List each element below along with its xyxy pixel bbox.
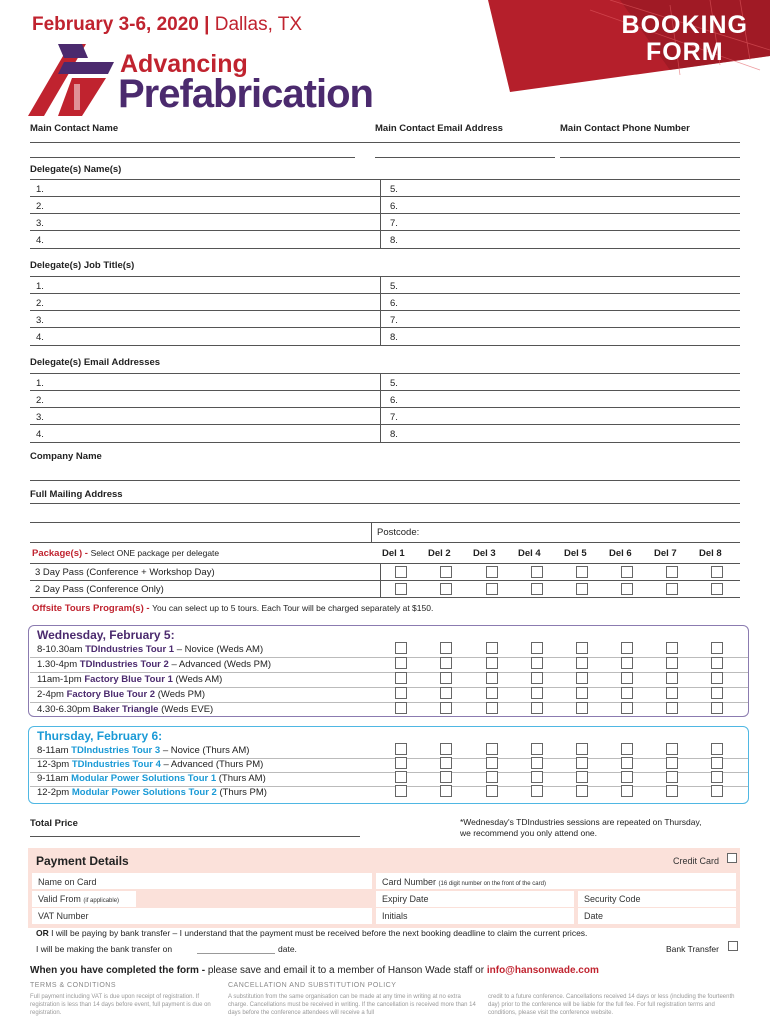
- wed-tour-3-del-5-checkbox[interactable]: [576, 672, 588, 684]
- thu-tour-4-del-4-checkbox[interactable]: [531, 785, 543, 797]
- packages-title: Package(s) -: [32, 548, 88, 559]
- tour-time: 2-4pm: [37, 689, 64, 700]
- postcode-field[interactable]: [30, 542, 740, 543]
- terms-body: Full payment including VAT is due upon receipt of registration. If registration is less than 14 days before event, full payment is due on registration.: [30, 994, 211, 1016]
- delegate-email-3[interactable]: 3.: [36, 412, 44, 423]
- wed-tour-5-del-5-checkbox[interactable]: [576, 702, 588, 714]
- thu-tour-1-del-1-checkbox[interactable]: [395, 743, 407, 755]
- bank-transfer-date-suffix: date.: [278, 944, 297, 954]
- packages-heading: [32, 548, 219, 559]
- wed-tour-2-del-6-checkbox[interactable]: [621, 657, 633, 669]
- company-name-field[interactable]: [30, 480, 740, 481]
- tour-detail: – Novice (Thurs AM): [162, 745, 250, 756]
- delegate-name-1[interactable]: 1.: [36, 184, 44, 195]
- del-2-header: Del 2: [428, 548, 451, 559]
- bank-transfer-date-prefix: I will be making the bank transfer on: [36, 944, 173, 954]
- thu-tour-2-del-2-checkbox[interactable]: [440, 757, 452, 769]
- valid-from-label: [38, 894, 119, 904]
- thu-tour-2-del-6-checkbox[interactable]: [621, 757, 633, 769]
- main-contact-email-field[interactable]: [375, 157, 555, 158]
- delegate-title-6[interactable]: 6.: [390, 298, 398, 309]
- delegate-name-2[interactable]: 2.: [36, 201, 44, 212]
- main-contact-name-label: Main Contact Name: [30, 123, 119, 134]
- package-2-day-del-7-checkbox[interactable]: [666, 583, 678, 595]
- total-note-line-1: *Wednesday's TDIndustries sessions are repeated on Thursday,: [460, 817, 702, 827]
- if-applicable-hint: (if applicable): [83, 898, 120, 904]
- logo-mark-icon: [28, 44, 114, 116]
- card-number-label: [382, 877, 546, 887]
- cancellation-body-continued: credit to a future conference. Cancellations received 14 days or less (including the fourteenth day) prior to the conference will be liable for the full fee. For full registration terms and conditions, please visit the conference website.: [488, 994, 735, 1016]
- completion-body: please save and email it to a member of Hanson Wade staff or: [207, 965, 485, 976]
- wed-tour-2-del-4-checkbox[interactable]: [531, 657, 543, 669]
- date-label: Date: [584, 911, 604, 921]
- wed-tour-5-del-8-checkbox[interactable]: [711, 702, 723, 714]
- wed-tour-1-del-4-checkbox[interactable]: [531, 642, 543, 654]
- main-contact-name-field[interactable]: [30, 157, 355, 158]
- wed-tour-4-del-1-checkbox[interactable]: [395, 687, 407, 699]
- rule: [30, 142, 740, 143]
- wed-tour-2-del-5-checkbox[interactable]: [576, 657, 588, 669]
- rule: [30, 196, 740, 197]
- delegate-title-3[interactable]: 3.: [36, 315, 44, 326]
- tour-name: Baker Triangle: [92, 704, 159, 715]
- booking-form-banner: [470, 0, 770, 92]
- tour-row: [37, 787, 267, 798]
- thu-tour-2-del-3-checkbox[interactable]: [486, 757, 498, 769]
- rule: [30, 442, 740, 443]
- delegate-title-7[interactable]: 7.: [390, 315, 398, 326]
- tour-row: [37, 644, 263, 655]
- tour-name: Modular Power Solutions Tour 2: [71, 787, 217, 798]
- tour-time: 8-10.30am: [37, 644, 83, 655]
- rule: [30, 597, 740, 598]
- bank-transfer-statement: [36, 928, 587, 938]
- delegate-name-3[interactable]: 3.: [36, 218, 44, 229]
- or-label: OR: [36, 928, 49, 938]
- tour-name: TDIndustries Tour 2: [79, 659, 169, 670]
- delegate-email-5[interactable]: 5.: [390, 378, 398, 389]
- package-3-day-del-3-checkbox[interactable]: [486, 566, 498, 578]
- del-6-header: Del 6: [609, 548, 632, 559]
- thu-tour-3-del-5-checkbox[interactable]: [576, 771, 588, 783]
- wed-tour-5-del-3-checkbox[interactable]: [486, 702, 498, 714]
- thursday-heading: Thursday, February 6:: [37, 729, 163, 743]
- tour-name: Factory Blue Tour 1: [84, 674, 173, 685]
- packages-subtitle: Select ONE package per delegate: [90, 548, 220, 558]
- tour-detail: (Weds PM): [157, 689, 206, 700]
- rule: [30, 657, 748, 658]
- delegate-title-8[interactable]: 8.: [390, 332, 398, 343]
- package-3-day-del-8-checkbox[interactable]: [711, 566, 723, 578]
- tour-detail: (Thurs AM): [218, 773, 266, 784]
- vat-number-label: VAT Number: [38, 911, 89, 921]
- thu-tour-1-del-7-checkbox[interactable]: [666, 743, 678, 755]
- rule: [30, 248, 740, 249]
- wed-tour-2-del-3-checkbox[interactable]: [486, 657, 498, 669]
- thu-tour-4-del-7-checkbox[interactable]: [666, 785, 678, 797]
- tour-row: [37, 773, 266, 784]
- rule: [30, 310, 740, 311]
- bank-statement-text: I will be paying by bank transfer – I understand that the payment must be received before the next booking deadline to claim the current prices.: [51, 928, 588, 938]
- tour-row: [37, 704, 213, 715]
- card-number-text: Card Number: [382, 877, 437, 887]
- wed-tour-3-del-1-checkbox[interactable]: [395, 672, 407, 684]
- rule: [30, 407, 740, 408]
- delegate-name-4[interactable]: 4.: [36, 235, 44, 246]
- tour-row: [37, 659, 271, 670]
- del-4-header: Del 4: [518, 548, 541, 559]
- wed-tour-4-del-6-checkbox[interactable]: [621, 687, 633, 699]
- thu-tour-3-del-1-checkbox[interactable]: [395, 771, 407, 783]
- rule: [30, 293, 740, 294]
- rule: [30, 230, 740, 231]
- thu-tour-2-del-4-checkbox[interactable]: [531, 757, 543, 769]
- thu-tour-1-del-4-checkbox[interactable]: [531, 743, 543, 755]
- wed-tour-5-del-2-checkbox[interactable]: [440, 702, 452, 714]
- thu-tour-4-del-6-checkbox[interactable]: [621, 785, 633, 797]
- tours-title: Offsite Tours Program(s) -: [32, 603, 150, 614]
- package-2-day-del-6-checkbox[interactable]: [621, 583, 633, 595]
- wed-tour-3-del-7-checkbox[interactable]: [666, 672, 678, 684]
- banner-line-1: BOOKING: [621, 11, 748, 39]
- contact-email-link[interactable]: info@hansonwade.com: [486, 965, 599, 976]
- wed-tour-4-del-7-checkbox[interactable]: [666, 687, 678, 699]
- cancellation-title: CANCELLATION AND SUBSTITUTION POLICY: [228, 982, 397, 989]
- bank-transfer-date-field[interactable]: [197, 940, 275, 954]
- wed-tour-3-del-2-checkbox[interactable]: [440, 672, 452, 684]
- del-3-header: Del 3: [473, 548, 496, 559]
- wed-tour-1-del-6-checkbox[interactable]: [621, 642, 633, 654]
- delegate-names-label: Delegate(s) Name(s): [30, 164, 122, 175]
- total-price-field[interactable]: [30, 836, 360, 837]
- package-3-day-del-5-checkbox[interactable]: [576, 566, 588, 578]
- del-5-header: Del 5: [564, 548, 587, 559]
- cancellation-body: A substitution from the same organisation can be made at any time in writing at no extra charge. Cancellations must be received in writing. If the cancellation is received more than 14 days before the conference attendees will receive a full: [228, 994, 476, 1016]
- logo-text-advancing: Advancing: [120, 50, 248, 78]
- delegate-name-8[interactable]: 8.: [390, 235, 398, 246]
- thu-tour-2-del-8-checkbox[interactable]: [711, 757, 723, 769]
- rule: [30, 276, 740, 277]
- delegate-titles-label: Delegate(s) Job Title(s): [30, 260, 135, 271]
- tour-row: [37, 745, 249, 756]
- thu-tour-1-del-2-checkbox[interactable]: [440, 743, 452, 755]
- thu-tour-2-del-7-checkbox[interactable]: [666, 757, 678, 769]
- delegate-email-4[interactable]: 4.: [36, 429, 44, 440]
- tour-time: 4.30-6.30pm: [37, 704, 91, 715]
- delegate-email-8[interactable]: 8.: [390, 429, 398, 440]
- tour-name: Modular Power Solutions Tour 1: [71, 773, 217, 784]
- wed-tour-1-del-7-checkbox[interactable]: [666, 642, 678, 654]
- divider: [380, 563, 381, 597]
- package-2-day-del-4-checkbox[interactable]: [531, 583, 543, 595]
- wed-tour-1-del-1-checkbox[interactable]: [395, 642, 407, 654]
- rule: [30, 580, 740, 581]
- total-price-label: Total Price: [30, 818, 78, 829]
- tour-time: 8-11am: [37, 745, 69, 756]
- package-2-day-del-8-checkbox[interactable]: [711, 583, 723, 595]
- rule: [30, 702, 748, 703]
- credit-card-label: Credit Card: [673, 856, 720, 866]
- mailing-address-label: Full Mailing Address: [30, 489, 123, 500]
- thu-tour-4-del-1-checkbox[interactable]: [395, 785, 407, 797]
- delegate-name-6[interactable]: 6.: [390, 201, 398, 212]
- card-number-hint: (16 digit number on the front of the card): [438, 881, 546, 887]
- tours-heading: [32, 603, 433, 614]
- del-8-header: Del 8: [699, 548, 722, 559]
- tour-time: 1.30-4pm: [37, 659, 78, 670]
- wed-tour-3-del-6-checkbox[interactable]: [621, 672, 633, 684]
- wed-tour-2-del-2-checkbox[interactable]: [440, 657, 452, 669]
- wed-tour-4-del-3-checkbox[interactable]: [486, 687, 498, 699]
- wed-tour-1-del-3-checkbox[interactable]: [486, 642, 498, 654]
- thu-tour-1-del-5-checkbox[interactable]: [576, 743, 588, 755]
- thu-tour-3-del-7-checkbox[interactable]: [666, 771, 678, 783]
- thu-tour-2-del-1-checkbox[interactable]: [395, 757, 407, 769]
- wed-tour-4-del-8-checkbox[interactable]: [711, 687, 723, 699]
- package-3-day-del-4-checkbox[interactable]: [531, 566, 543, 578]
- completion-instruction: [30, 965, 599, 976]
- thu-tour-3-del-6-checkbox[interactable]: [621, 771, 633, 783]
- company-name-label: Company Name: [30, 451, 102, 462]
- package-2-day-del-3-checkbox[interactable]: [486, 583, 498, 595]
- separator: |: [204, 14, 210, 35]
- tour-name: TDIndustries Tour 1: [85, 644, 175, 655]
- thu-tour-3-del-3-checkbox[interactable]: [486, 771, 498, 783]
- rule: [30, 687, 748, 688]
- name-on-card-label: Name on Card: [38, 877, 97, 887]
- wed-tour-5-del-7-checkbox[interactable]: [666, 702, 678, 714]
- tour-name: Factory Blue Tour 2: [66, 689, 156, 700]
- rule: [30, 424, 740, 425]
- tour-detail: (Weds EVE): [161, 704, 214, 715]
- tour-detail: – Novice (Weds AM): [176, 644, 264, 655]
- main-contact-phone-field[interactable]: [560, 157, 740, 158]
- delegate-name-7[interactable]: 7.: [390, 218, 398, 229]
- logo-text-prefabrication: Prefabrication: [118, 72, 373, 116]
- wed-tour-3-del-8-checkbox[interactable]: [711, 672, 723, 684]
- thu-tour-2-del-5-checkbox[interactable]: [576, 757, 588, 769]
- del-7-header: Del 7: [654, 548, 677, 559]
- wed-tour-3-del-3-checkbox[interactable]: [486, 672, 498, 684]
- thu-tour-4-del-5-checkbox[interactable]: [576, 785, 588, 797]
- payment-details-heading: Payment Details: [36, 854, 129, 868]
- package-3-day-del-2-checkbox[interactable]: [440, 566, 452, 578]
- page-header: [0, 0, 770, 118]
- tours-subtitle: You can select up to 5 tours. Each Tour will be charged separately at $150.: [152, 603, 434, 613]
- postcode-label: Postcode:: [377, 527, 420, 538]
- wed-tour-3-del-4-checkbox[interactable]: [531, 672, 543, 684]
- divider: [380, 373, 381, 443]
- thu-tour-3-del-4-checkbox[interactable]: [531, 771, 543, 783]
- wed-tour-2-del-1-checkbox[interactable]: [395, 657, 407, 669]
- package-2-day-del-1-checkbox[interactable]: [395, 583, 407, 595]
- rule: [30, 672, 748, 673]
- event-date-location: [32, 14, 302, 36]
- credit-card-checkbox[interactable]: [727, 853, 737, 863]
- delegate-email-1[interactable]: 1.: [36, 378, 44, 389]
- rule: [30, 213, 740, 214]
- banner-line-2: FORM: [645, 38, 724, 66]
- event-date: February 3-6, 2020: [32, 14, 199, 35]
- wed-tour-1-del-2-checkbox[interactable]: [440, 642, 452, 654]
- package-2-day-del-2-checkbox[interactable]: [440, 583, 452, 595]
- rule: [30, 373, 740, 374]
- rule: [30, 327, 740, 328]
- wed-tour-5-del-4-checkbox[interactable]: [531, 702, 543, 714]
- package-3-day-del-6-checkbox[interactable]: [621, 566, 633, 578]
- terms-title: TERMS & CONDITIONS: [30, 982, 117, 989]
- rule: [30, 390, 740, 391]
- thu-tour-4-del-3-checkbox[interactable]: [486, 785, 498, 797]
- bank-transfer-label: Bank Transfer: [666, 944, 719, 954]
- delegate-title-2[interactable]: 2.: [36, 298, 44, 309]
- security-code-label: Security Code: [584, 894, 641, 904]
- wednesday-heading: Wednesday, February 5:: [37, 628, 175, 642]
- mailing-address-line-1[interactable]: [30, 503, 740, 504]
- tour-row: [37, 689, 205, 700]
- tour-name: TDIndustries Tour 4: [71, 759, 161, 770]
- wed-tour-1-del-8-checkbox[interactable]: [711, 642, 723, 654]
- thu-tour-1-del-6-checkbox[interactable]: [621, 743, 633, 755]
- wed-tour-5-del-6-checkbox[interactable]: [621, 702, 633, 714]
- mailing-address-line-2[interactable]: [30, 522, 740, 523]
- package-2-day-pass: 2 Day Pass (Conference Only): [35, 584, 164, 595]
- main-contact-phone-label: Main Contact Phone Number: [560, 123, 690, 134]
- delegate-email-2[interactable]: 2.: [36, 395, 44, 406]
- rule: [30, 179, 740, 180]
- bank-transfer-checkbox[interactable]: [728, 941, 738, 951]
- valid-from-text: Valid From: [38, 894, 81, 904]
- thu-tour-1-del-3-checkbox[interactable]: [486, 743, 498, 755]
- package-3-day-del-7-checkbox[interactable]: [666, 566, 678, 578]
- main-contact-email-label: Main Contact Email Address: [375, 123, 503, 134]
- wed-tour-4-del-5-checkbox[interactable]: [576, 687, 588, 699]
- delegate-email-7[interactable]: 7.: [390, 412, 398, 423]
- delegate-title-1[interactable]: 1.: [36, 281, 44, 292]
- wed-tour-4-del-4-checkbox[interactable]: [531, 687, 543, 699]
- thu-tour-3-del-2-checkbox[interactable]: [440, 771, 452, 783]
- tour-detail: (Thurs PM): [219, 787, 267, 798]
- thu-tour-3-del-8-checkbox[interactable]: [711, 771, 723, 783]
- tour-row: [37, 759, 263, 770]
- package-3-day-pass: 3 Day Pass (Conference + Workshop Day): [35, 567, 215, 578]
- wed-tour-5-del-1-checkbox[interactable]: [395, 702, 407, 714]
- rule: [30, 563, 740, 564]
- tour-time: 12-3pm: [37, 759, 70, 770]
- delegate-email-6[interactable]: 6.: [390, 395, 398, 406]
- tour-row: [37, 674, 222, 685]
- delegate-name-5[interactable]: 5.: [390, 184, 398, 195]
- completion-lead: When you have completed the form -: [30, 965, 206, 976]
- wed-tour-2-del-8-checkbox[interactable]: [711, 657, 723, 669]
- rule: [30, 345, 740, 346]
- package-2-day-del-5-checkbox[interactable]: [576, 583, 588, 595]
- divider: [371, 522, 372, 542]
- thu-tour-4-del-8-checkbox[interactable]: [711, 785, 723, 797]
- tour-detail: – Advanced (Thurs PM): [163, 759, 264, 770]
- divider: [380, 276, 381, 346]
- tour-time: 11am-1pm: [37, 674, 82, 685]
- initials-label: Initials: [382, 911, 408, 921]
- divider: [380, 179, 381, 249]
- delegate-title-5[interactable]: 5.: [390, 281, 398, 292]
- tour-time: 9-11am: [37, 773, 69, 784]
- wed-tour-1-del-5-checkbox[interactable]: [576, 642, 588, 654]
- total-note-line-2: we recommend you only attend one.: [460, 828, 598, 838]
- payment-details-panel: [28, 848, 740, 928]
- package-3-day-del-1-checkbox[interactable]: [395, 566, 407, 578]
- tour-detail: – Advanced (Weds PM): [171, 659, 272, 670]
- delegate-emails-label: Delegate(s) Email Addresses: [30, 357, 161, 368]
- expiry-date-label: Expiry Date: [382, 894, 429, 904]
- del-1-header: Del 1: [382, 548, 405, 559]
- delegate-title-4[interactable]: 4.: [36, 332, 44, 343]
- wed-tour-4-del-2-checkbox[interactable]: [440, 687, 452, 699]
- thu-tour-1-del-8-checkbox[interactable]: [711, 743, 723, 755]
- tour-time: 12-2pm: [37, 787, 70, 798]
- banner-title: [622, 12, 748, 66]
- thu-tour-4-del-2-checkbox[interactable]: [440, 785, 452, 797]
- event-city: Dallas, TX: [214, 14, 303, 35]
- wed-tour-2-del-7-checkbox[interactable]: [666, 657, 678, 669]
- tour-detail: (Weds AM): [175, 674, 223, 685]
- tour-name: TDIndustries Tour 3: [71, 745, 161, 756]
